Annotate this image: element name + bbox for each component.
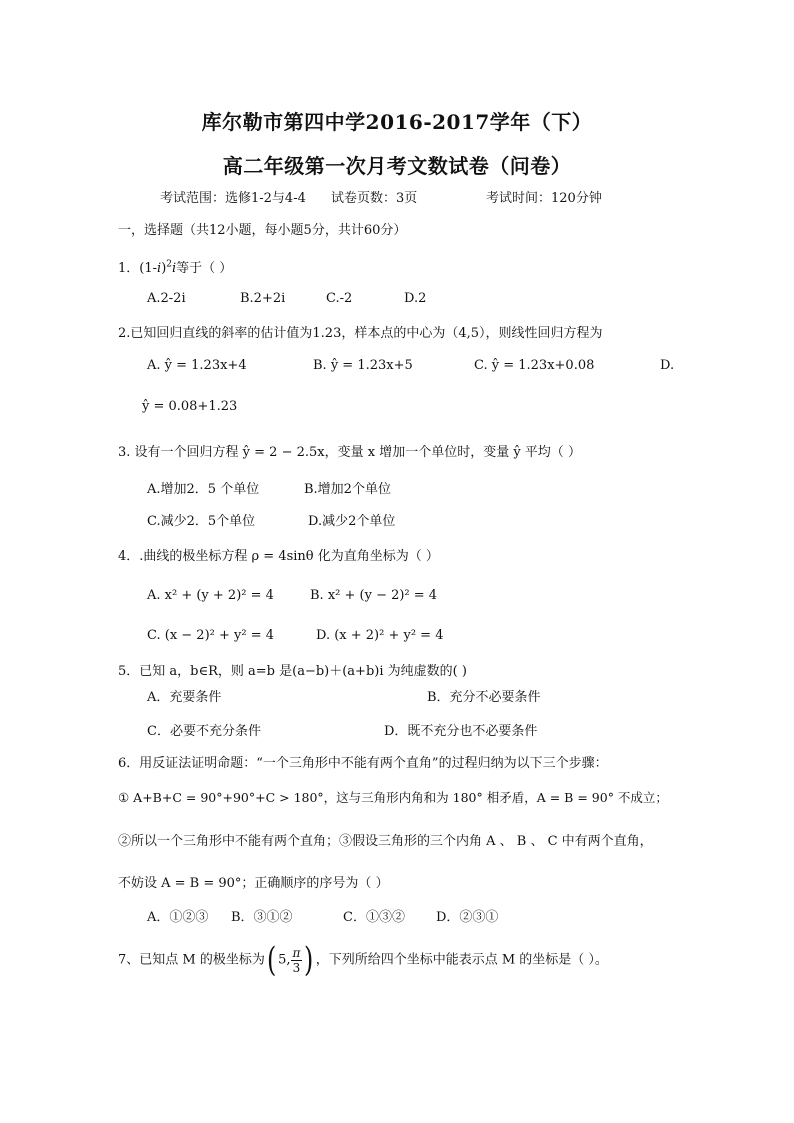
q5-option-a: A．充要条件 <box>147 690 222 705</box>
q3-option-d: D.减少2个单位 <box>308 514 396 529</box>
q1-suffix: 等于（ ） <box>176 261 233 276</box>
question-4-stem: 4．.曲线的极坐标方程 ρ = 4sinθ 化为直角坐标为（ ） <box>118 549 439 564</box>
q6-option-c: C．①③② <box>343 910 405 925</box>
q7-fraction <box>291 946 303 975</box>
q2-option-d-expr: ŷ = 0.08+1.23 <box>142 399 238 414</box>
q3-option-c: C.减少2．5个单位 <box>147 514 256 529</box>
section-heading: 一，选择题（共12小题，每小题5分，共计60分） <box>118 223 407 238</box>
question-3-stem: 3. 设有一个回归方程 ŷ = 2 − 2.5x，变量 x 增加一个单位时，变量 ŷ 平均（ ） <box>118 445 581 460</box>
q3-option-b: B.增加2个单位 <box>304 482 391 497</box>
q1-option-a: A.2-2i <box>147 291 186 306</box>
q4-option-c: C. (x − 2)² + y² = 4 <box>147 628 275 643</box>
question-6-line-2: ②所以一个三角形中不能有两个直角；③假设三角形的三个内角 A 、 B 、 C 中有两个直角， <box>118 834 653 849</box>
q1-prefix: 1．(1- <box>118 261 158 276</box>
question-6-stem: 6．用反证法证明命题：“一个三角形中不能有两个直角”的过程归纳为以下三个步骤： <box>118 756 608 771</box>
question-5-stem: 5．已知 a，b∈R，则 a=b 是(a−b)＋(a+b)i 为纯虚数的( ) <box>118 664 467 679</box>
q1-option-c: C.-2 <box>326 291 353 306</box>
q4-option-b: B. x² + (y − 2)² = 4 <box>310 588 438 603</box>
question-6-line-1: ① A+B+C = 90°+90°+C > 180°，这与三角形内角和为 180° 相矛盾，A = B = 90° 不成立； <box>118 790 668 805</box>
exam-scope: 考试范围：选修1-2与4-4 <box>160 191 306 206</box>
q7-frac-den: 3 <box>292 960 301 975</box>
q7-suffix: ，下列所给四个坐标中能表示点 M 的坐标是（ ）。 <box>315 952 608 968</box>
q5-option-d: D．既不充分也不必要条件 <box>384 724 538 739</box>
q2-option-d-label: D. <box>660 358 675 373</box>
question-1-stem <box>118 257 232 276</box>
q1-option-b: B.2+2i <box>240 291 286 306</box>
q3-option-a: A.增加2．5 个单位 <box>147 482 260 497</box>
q5-option-c: C．必要不充分条件 <box>147 724 261 739</box>
q7-left-paren: ( <box>266 940 277 980</box>
q2-option-c: C. ŷ = 1.23x+0.08 <box>474 358 595 373</box>
q7-prefix: 7、已知点 M 的极坐标为 <box>118 952 265 968</box>
question-7-stem <box>118 940 608 980</box>
q1-exponent: 2 <box>166 259 172 270</box>
page-count: 试卷页数：3页 <box>331 191 418 206</box>
q1-i: i <box>157 261 162 276</box>
question-6-line-3: 不妨设 A = B = 90°；正确顺序的序号为（ ） <box>118 876 389 891</box>
question-2-stem: 2.已知回归直线的斜率的估计值为1.23，样本点的中心为（4,5），则线性回归方程为 <box>118 326 603 341</box>
q5-option-b: B．充分不必要条件 <box>427 690 541 705</box>
q6-option-d: D．②③① <box>436 910 499 925</box>
q2-option-b: B. ŷ = 1.23x+5 <box>313 358 413 373</box>
exam-time: 考试时间：120分钟 <box>486 191 602 206</box>
q4-option-d: D. (x + 2)² + y² = 4 <box>316 628 444 643</box>
q4-option-a: A. x² + (y + 2)² = 4 <box>147 588 274 603</box>
q1-option-d: D.2 <box>404 291 427 306</box>
q1-i2: i <box>172 261 177 276</box>
title-line-1: 库尔勒市第四中学2016-2017学年（下） <box>201 110 593 134</box>
q6-option-a: A．①②③ <box>147 910 209 925</box>
q7-right-paren: ) <box>304 940 314 980</box>
q2-option-a: A. ŷ = 1.23x+4 <box>147 358 247 373</box>
q7-coord-r: 5, <box>278 952 291 968</box>
q7-frac-num: π <box>292 945 301 960</box>
title-line-2: 高二年级第一次月考文数试卷（问卷） <box>222 154 572 178</box>
q1-close: ) <box>161 261 167 276</box>
q6-option-b: B．③①② <box>231 910 293 925</box>
